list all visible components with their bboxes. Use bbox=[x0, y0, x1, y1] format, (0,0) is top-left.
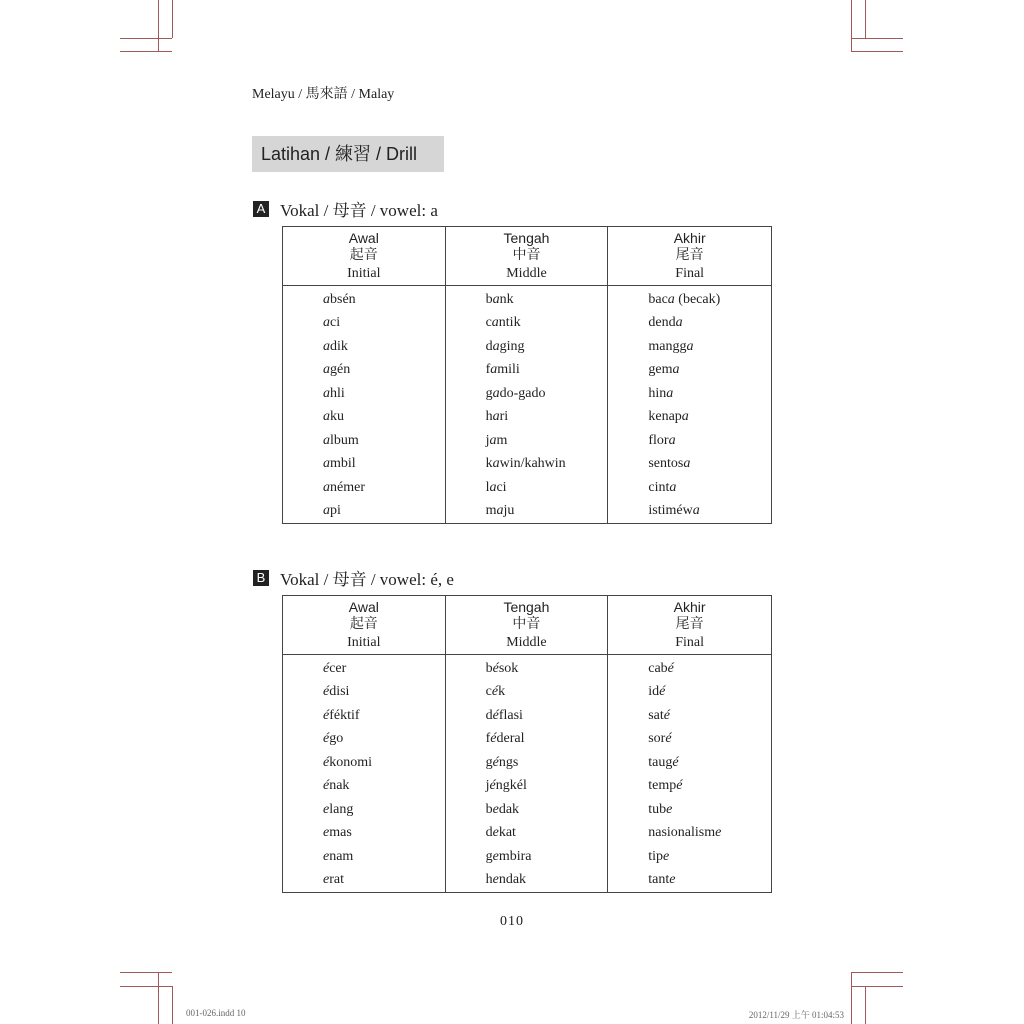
word-cell bbox=[608, 775, 772, 799]
word-part: mbira bbox=[498, 848, 532, 864]
vowel-highlight: é bbox=[665, 731, 672, 747]
column-header bbox=[445, 227, 608, 286]
crop-mark bbox=[865, 986, 866, 1024]
vowel-highlight: a bbox=[323, 315, 330, 331]
vowel-highlight: e bbox=[492, 848, 499, 864]
word-part: f bbox=[485, 362, 491, 378]
word-cell bbox=[608, 681, 772, 705]
word-part: k bbox=[498, 684, 506, 700]
word-part: do-gado bbox=[499, 385, 546, 401]
word-cell bbox=[445, 406, 608, 430]
word-cell bbox=[445, 681, 608, 705]
crop-mark bbox=[158, 972, 159, 1024]
vowel-highlight: a bbox=[692, 503, 700, 519]
word-part: cint bbox=[648, 479, 670, 495]
word-part: ndak bbox=[498, 872, 527, 888]
word-part: gén bbox=[330, 362, 351, 378]
vowel-highlight: é bbox=[323, 707, 330, 723]
word-cell bbox=[608, 751, 772, 775]
vowel-highlight: a bbox=[492, 409, 500, 425]
section-a-heading bbox=[253, 196, 438, 221]
word-cell bbox=[608, 406, 772, 430]
word-cell bbox=[283, 429, 446, 453]
page-number: 010 bbox=[500, 914, 524, 929]
word-cell bbox=[283, 406, 446, 430]
column-header-english: Initial bbox=[347, 266, 381, 281]
crop-mark bbox=[851, 51, 903, 52]
vowel-highlight: a bbox=[683, 456, 691, 472]
crop-mark bbox=[120, 38, 172, 39]
table-row bbox=[283, 382, 772, 406]
table-header-row bbox=[283, 227, 772, 286]
slug-filename: 001-026.indd 10 bbox=[186, 1008, 246, 1018]
vowel-highlight: é bbox=[667, 660, 674, 676]
column-header-english: Middle bbox=[506, 635, 547, 650]
vowel-highlight: é bbox=[491, 684, 499, 700]
table-body bbox=[283, 655, 772, 893]
word-cell bbox=[283, 704, 446, 728]
vowel-highlight: a bbox=[675, 315, 683, 331]
vowel-highlight: a bbox=[492, 385, 500, 401]
word-cell bbox=[445, 775, 608, 799]
column-header-malay: Tengah bbox=[503, 230, 550, 246]
column-header-english: Middle bbox=[506, 266, 547, 281]
section-heading-text: Vokal / 母音 / vowel: é, e bbox=[280, 570, 454, 589]
word-part: ntik bbox=[498, 315, 521, 331]
word-cell bbox=[445, 500, 608, 524]
word-part: mas bbox=[329, 825, 352, 841]
vowel-highlight: a bbox=[492, 291, 500, 307]
column-header-english: Final bbox=[675, 266, 705, 281]
vowel-highlight: é bbox=[676, 778, 683, 794]
column-header-chinese: 尾音 bbox=[675, 617, 704, 632]
word-cell bbox=[608, 822, 772, 846]
vowel-highlight: é bbox=[659, 684, 666, 700]
word-part: c bbox=[485, 684, 492, 700]
word-part: cer bbox=[329, 660, 347, 676]
word-cell bbox=[283, 286, 446, 312]
word-cell bbox=[283, 869, 446, 893]
vowel-highlight: a bbox=[323, 385, 330, 401]
word-cell bbox=[283, 476, 446, 500]
vowel-highlight: a bbox=[669, 479, 677, 495]
word-cell bbox=[283, 798, 446, 822]
vowel-highlight: é bbox=[489, 778, 496, 794]
word-part: hli bbox=[330, 385, 345, 401]
column-header-malay: Akhir bbox=[673, 599, 706, 615]
table-body bbox=[283, 286, 772, 524]
table-row bbox=[283, 869, 772, 893]
column-header bbox=[445, 596, 608, 655]
column-header-chinese: 尾音 bbox=[675, 248, 704, 263]
word-part: tip bbox=[648, 848, 664, 864]
vowel-highlight: e bbox=[492, 801, 499, 817]
word-part: win/kahwin bbox=[499, 456, 566, 472]
word-part: b bbox=[485, 291, 493, 307]
word-part: b bbox=[485, 660, 493, 676]
vowel-highlight: a bbox=[323, 479, 330, 495]
vowel-highlight: a bbox=[666, 385, 674, 401]
vowel-highlight: e bbox=[323, 825, 330, 841]
column-header bbox=[608, 227, 772, 286]
word-part: sentos bbox=[648, 456, 684, 472]
vowel-highlight: é bbox=[492, 754, 499, 770]
vowel-table-b bbox=[282, 595, 772, 893]
word-part: flasi bbox=[498, 707, 523, 723]
word-part: istiméw bbox=[648, 503, 693, 519]
column-header-malay: Akhir bbox=[673, 230, 706, 246]
slug-timestamp: 2012/11/29 上午 01:04:53 bbox=[748, 1010, 844, 1020]
table-row bbox=[283, 476, 772, 500]
word-part: g bbox=[485, 754, 493, 770]
vowel-highlight: e bbox=[715, 825, 722, 841]
word-cell bbox=[608, 655, 772, 681]
word-part: mili bbox=[497, 362, 520, 378]
word-cell bbox=[608, 476, 772, 500]
word-cell bbox=[608, 382, 772, 406]
word-part: f bbox=[485, 731, 491, 747]
vowel-highlight: é bbox=[323, 778, 330, 794]
table-row bbox=[283, 655, 772, 681]
word-part: disi bbox=[329, 684, 350, 700]
crop-mark bbox=[172, 986, 173, 1024]
word-part: l bbox=[485, 479, 490, 495]
word-cell bbox=[283, 359, 446, 383]
word-cell bbox=[445, 798, 608, 822]
crop-mark bbox=[120, 972, 172, 973]
word-cell bbox=[608, 845, 772, 869]
word-cell bbox=[445, 822, 608, 846]
vowel-highlight: a bbox=[323, 432, 330, 448]
word-cell bbox=[283, 845, 446, 869]
word-part: ci bbox=[330, 315, 341, 331]
vowel-highlight: e bbox=[323, 801, 330, 817]
section-b-heading bbox=[253, 565, 454, 590]
column-header bbox=[283, 596, 446, 655]
word-part: sor bbox=[648, 731, 666, 747]
crop-mark bbox=[851, 38, 903, 39]
word-part: féktif bbox=[329, 707, 360, 723]
word-part: gem bbox=[648, 362, 673, 378]
crop-mark bbox=[172, 0, 173, 38]
vowel-highlight: é bbox=[323, 684, 330, 700]
vowel-highlight: a bbox=[672, 362, 680, 378]
word-cell bbox=[445, 286, 608, 312]
word-cell bbox=[283, 453, 446, 477]
vowel-highlight: é bbox=[323, 660, 330, 676]
vowel-highlight: é bbox=[492, 660, 499, 676]
column-header-english: Final bbox=[675, 635, 704, 650]
word-part: j bbox=[485, 778, 490, 794]
word-part: sok bbox=[498, 660, 519, 676]
column-header-malay: Tengah bbox=[503, 599, 550, 615]
column-header-chinese: 起音 bbox=[349, 617, 378, 632]
word-cell bbox=[283, 728, 446, 752]
word-cell bbox=[283, 655, 446, 681]
table-row bbox=[283, 312, 772, 336]
word-part: c bbox=[485, 315, 492, 331]
word-cell bbox=[445, 728, 608, 752]
word-part: tub bbox=[648, 801, 667, 817]
word-part: h bbox=[485, 409, 493, 425]
table-row bbox=[283, 429, 772, 453]
vowel-highlight: a bbox=[490, 362, 498, 378]
word-part: nasionalism bbox=[648, 825, 716, 841]
running-head: Melayu / 馬來語 / Malay bbox=[252, 87, 395, 102]
word-cell bbox=[283, 775, 446, 799]
word-part: konomi bbox=[329, 754, 372, 770]
word-cell bbox=[445, 704, 608, 728]
word-part: (becak) bbox=[674, 291, 721, 307]
word-cell bbox=[445, 335, 608, 359]
vowel-highlight: é bbox=[492, 707, 499, 723]
word-cell bbox=[445, 845, 608, 869]
table-row bbox=[283, 751, 772, 775]
crop-mark bbox=[851, 972, 903, 973]
vowel-highlight: e bbox=[323, 872, 330, 888]
crop-mark bbox=[851, 986, 903, 987]
column-header bbox=[283, 227, 446, 286]
word-part: m bbox=[496, 432, 508, 448]
word-part: bac bbox=[648, 291, 668, 307]
vowel-highlight: a bbox=[492, 456, 500, 472]
word-cell bbox=[608, 312, 772, 336]
vowel-highlight: é bbox=[323, 754, 330, 770]
word-cell bbox=[608, 869, 772, 893]
word-cell bbox=[283, 681, 446, 705]
table-row bbox=[283, 681, 772, 705]
word-cell bbox=[283, 382, 446, 406]
word-part: cab bbox=[648, 660, 668, 676]
word-part: dend bbox=[648, 315, 676, 331]
word-part: ci bbox=[496, 479, 507, 495]
vowel-highlight: a bbox=[681, 409, 689, 425]
word-cell bbox=[445, 655, 608, 681]
word-part: dak bbox=[498, 801, 520, 817]
word-cell bbox=[608, 453, 772, 477]
vowel-highlight: é bbox=[663, 707, 671, 723]
word-part: d bbox=[485, 707, 493, 723]
vowel-highlight: a bbox=[492, 338, 500, 354]
word-part: ngs bbox=[498, 754, 519, 770]
word-part: g bbox=[485, 385, 493, 401]
word-cell bbox=[445, 359, 608, 383]
vowel-highlight: e bbox=[492, 872, 499, 888]
word-cell bbox=[608, 500, 772, 524]
table-row bbox=[283, 845, 772, 869]
word-part: id bbox=[648, 684, 660, 700]
word-part: ging bbox=[499, 338, 525, 354]
word-part: deral bbox=[496, 731, 525, 747]
vowel-highlight: a bbox=[323, 456, 330, 472]
word-part: m bbox=[485, 503, 497, 519]
word-part: nam bbox=[329, 848, 354, 864]
word-part: g bbox=[485, 848, 493, 864]
word-part: mbil bbox=[330, 456, 356, 472]
word-part: ku bbox=[330, 409, 344, 425]
column-header-malay: Awal bbox=[348, 230, 379, 246]
word-cell bbox=[445, 476, 608, 500]
word-part: ngkél bbox=[495, 778, 527, 794]
word-part: temp bbox=[648, 778, 677, 794]
vowel-highlight: é bbox=[490, 731, 497, 747]
vowel-highlight: e bbox=[492, 825, 499, 841]
table-header-row bbox=[283, 596, 772, 655]
word-cell bbox=[445, 869, 608, 893]
word-cell bbox=[608, 359, 772, 383]
table-row bbox=[283, 359, 772, 383]
drill-title: Latihan / 練習 / Drill bbox=[252, 136, 444, 172]
section-heading-text: Vokal / 母音 / vowel: a bbox=[280, 201, 438, 220]
vowel-highlight: a bbox=[668, 432, 676, 448]
word-part: d bbox=[485, 825, 493, 841]
word-part: dik bbox=[330, 338, 348, 354]
word-part: sat bbox=[648, 707, 664, 723]
table-row bbox=[283, 775, 772, 799]
word-part: némer bbox=[330, 479, 365, 495]
vowel-highlight: a bbox=[323, 409, 330, 425]
vowel-highlight: a bbox=[489, 479, 497, 495]
word-cell bbox=[445, 382, 608, 406]
section-letter-badge: A bbox=[253, 201, 269, 217]
vowel-highlight: é bbox=[323, 731, 330, 747]
word-part: taug bbox=[648, 754, 673, 770]
table-row bbox=[283, 286, 772, 312]
word-cell bbox=[608, 728, 772, 752]
word-cell bbox=[445, 453, 608, 477]
vowel-highlight: a bbox=[496, 503, 504, 519]
section-letter-badge: B bbox=[253, 570, 269, 586]
word-cell bbox=[283, 751, 446, 775]
crop-mark bbox=[158, 0, 159, 52]
vowel-highlight: e bbox=[669, 872, 676, 888]
table-row bbox=[283, 453, 772, 477]
vowel-highlight: e bbox=[666, 801, 673, 817]
vowel-highlight: a bbox=[686, 338, 694, 354]
crop-mark bbox=[851, 0, 852, 52]
word-cell bbox=[283, 500, 446, 524]
word-part: d bbox=[485, 338, 493, 354]
vowel-highlight: a bbox=[323, 362, 330, 378]
crop-mark bbox=[865, 0, 866, 38]
word-cell bbox=[283, 822, 446, 846]
word-part: ju bbox=[503, 503, 515, 519]
word-part: bsén bbox=[330, 291, 356, 307]
word-cell bbox=[283, 335, 446, 359]
word-cell bbox=[445, 429, 608, 453]
column-header-english: Initial bbox=[347, 635, 381, 650]
table-row bbox=[283, 728, 772, 752]
word-part: b bbox=[485, 801, 493, 817]
word-part: kat bbox=[498, 825, 516, 841]
column-header-chinese: 起音 bbox=[349, 248, 378, 263]
word-part: kenap bbox=[648, 409, 682, 425]
crop-mark bbox=[120, 51, 172, 52]
word-cell bbox=[445, 751, 608, 775]
word-cell bbox=[608, 704, 772, 728]
vowel-highlight: é bbox=[672, 754, 679, 770]
vowel-highlight: a bbox=[323, 291, 330, 307]
word-part: j bbox=[485, 432, 490, 448]
word-cell bbox=[608, 335, 772, 359]
column-header-chinese: 中音 bbox=[512, 617, 541, 632]
word-cell bbox=[608, 429, 772, 453]
word-part: nk bbox=[499, 291, 514, 307]
vowel-highlight: a bbox=[489, 432, 497, 448]
word-part: nak bbox=[329, 778, 350, 794]
word-part: go bbox=[329, 731, 344, 747]
vowel-highlight: a bbox=[491, 315, 499, 331]
word-part: pi bbox=[330, 503, 341, 519]
vowel-highlight: a bbox=[323, 338, 330, 354]
word-cell bbox=[445, 312, 608, 336]
word-part: flor bbox=[648, 432, 669, 448]
table-row bbox=[283, 798, 772, 822]
crop-mark bbox=[120, 986, 172, 987]
word-cell bbox=[608, 798, 772, 822]
word-part: lang bbox=[329, 801, 354, 817]
table-row bbox=[283, 335, 772, 359]
vowel-highlight: e bbox=[663, 848, 670, 864]
column-header-chinese: 中音 bbox=[512, 248, 541, 263]
column-header-malay: Awal bbox=[348, 599, 379, 615]
word-part: lbum bbox=[330, 432, 359, 448]
word-part: hin bbox=[648, 385, 667, 401]
vowel-highlight: a bbox=[667, 291, 675, 307]
column-header bbox=[608, 596, 772, 655]
crop-mark bbox=[851, 972, 852, 1024]
table-row bbox=[283, 500, 772, 524]
word-part: h bbox=[485, 872, 493, 888]
word-cell bbox=[608, 286, 772, 312]
word-cell bbox=[283, 312, 446, 336]
vowel-table-a bbox=[282, 226, 772, 524]
vowel-highlight: e bbox=[323, 848, 330, 864]
word-part: rat bbox=[329, 872, 344, 888]
word-part: k bbox=[485, 456, 493, 472]
vowel-highlight: a bbox=[323, 503, 330, 519]
word-part: tant bbox=[648, 872, 670, 888]
table-row bbox=[283, 822, 772, 846]
table-row bbox=[283, 704, 772, 728]
word-part: mangg bbox=[648, 338, 687, 354]
word-part: ri bbox=[499, 409, 509, 425]
table-row bbox=[283, 406, 772, 430]
